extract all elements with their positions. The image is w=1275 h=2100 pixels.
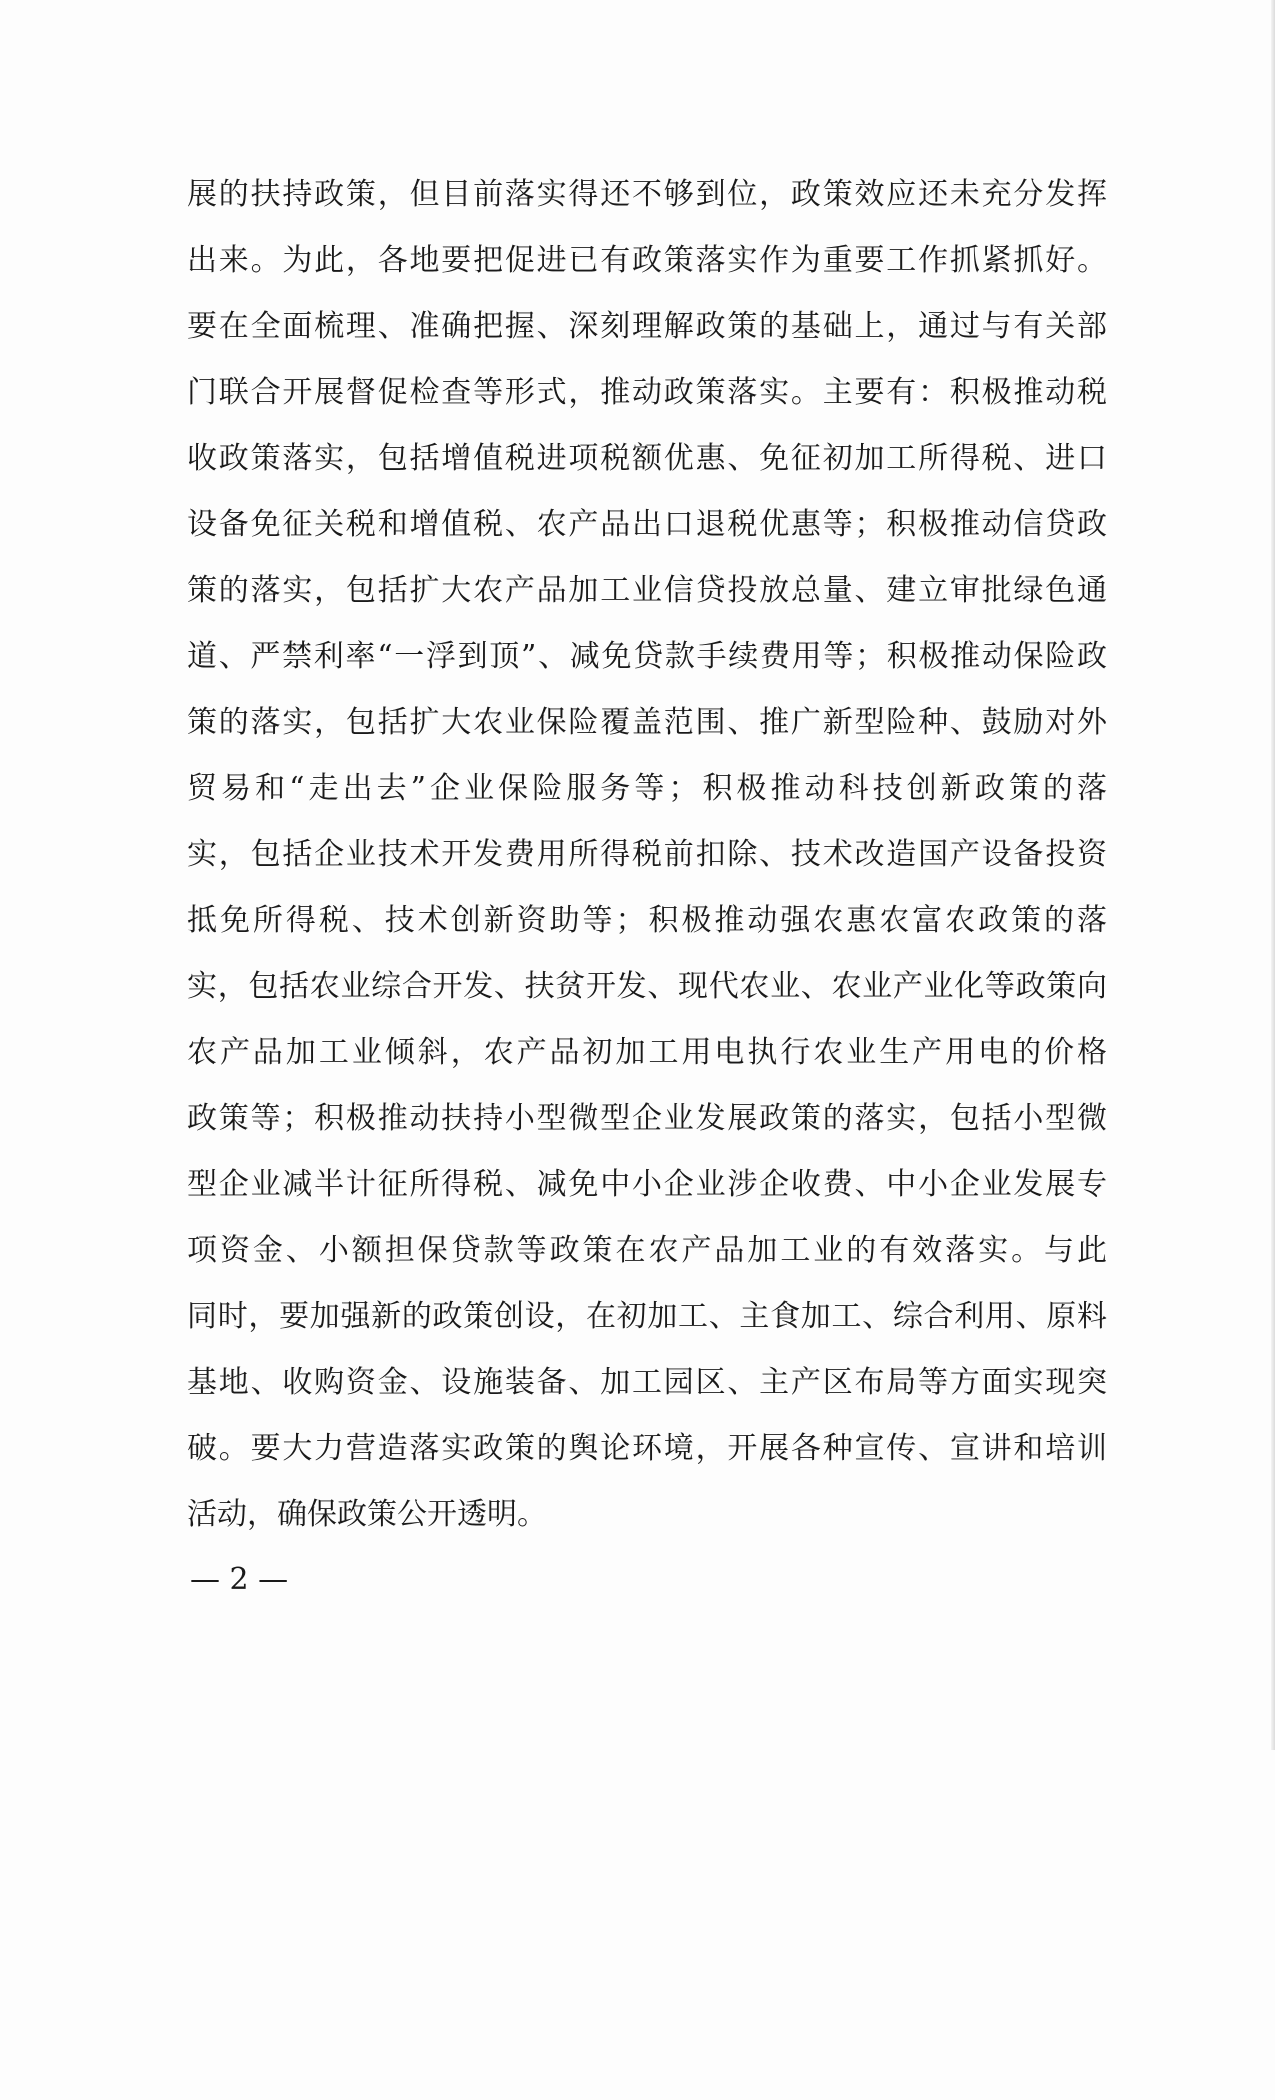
- text-line: 抵免所得税、技术创新资助等；积极推动强农惠农富农政策的落: [187, 903, 1107, 938]
- text-line: 出来。为此，各地要把促进已有政策落实作为重要工作抓紧抓好。: [187, 243, 1107, 278]
- text-line: 设备免征关税和增值税、农产品出口退税优惠等；积极推动信贷政: [187, 507, 1107, 542]
- text-line: 农产品加工业倾斜，农产品初加工用电执行农业生产用电的价格: [187, 1035, 1107, 1070]
- text-line: 门联合开展督促检查等形式，推动政策落实。主要有：积极推动税: [187, 375, 1107, 410]
- text-line: 收政策落实，包括增值税进项税额优惠、免征初加工所得税、进口: [187, 441, 1107, 476]
- text-line: 实，包括农业综合开发、扶贫开发、现代农业、农业产业化等政策向: [187, 969, 1107, 1004]
- body-text: [187, 162, 1107, 1548]
- text-line: 道、严禁利率“一浮到顶”、减免贷款手续费用等；积极推动保险政: [187, 639, 1107, 674]
- scan-edge-shadow: [1271, 0, 1275, 1750]
- text-line: 策的落实，包括扩大农业保险覆盖范围、推广新型险种、鼓励对外: [187, 705, 1107, 740]
- text-line: 活动，确保政策公开透明。: [187, 1497, 547, 1532]
- text-line: 要在全面梳理、准确把握、深刻理解政策的基础上，通过与有关部: [187, 309, 1107, 344]
- text-line: 策的落实，包括扩大农产品加工业信贷投放总量、建立审批绿色通: [187, 573, 1107, 608]
- text-line: 型企业减半计征所得税、减免中小企业涉企收费、中小企业发展专: [187, 1167, 1107, 1202]
- text-line: 项资金、小额担保贷款等政策在农产品加工业的有效落实。与此: [187, 1233, 1107, 1268]
- page-number: — 2 —: [190, 1562, 289, 1597]
- text-line: 展的扶持政策，但目前落实得还不够到位，政策效应还未充分发挥: [187, 177, 1107, 212]
- text-line: 同时，要加强新的政策创设，在初加工、主食加工、综合利用、原料: [187, 1299, 1107, 1334]
- text-line: 实，包括企业技术开发费用所得税前扣除、技术改造国产设备投资: [187, 837, 1107, 872]
- text-line: 贸易和“走出去”企业保险服务等；积极推动科技创新政策的落: [187, 771, 1107, 806]
- text-line: 破。要大力营造落实政策的舆论环境，开展各种宣传、宣讲和培训: [187, 1431, 1107, 1466]
- text-line: 政策等；积极推动扶持小型微型企业发展政策的落实，包括小型微: [187, 1101, 1107, 1136]
- text-line: 基地、收购资金、设施装备、加工园区、主产区布局等方面实现突: [187, 1365, 1107, 1400]
